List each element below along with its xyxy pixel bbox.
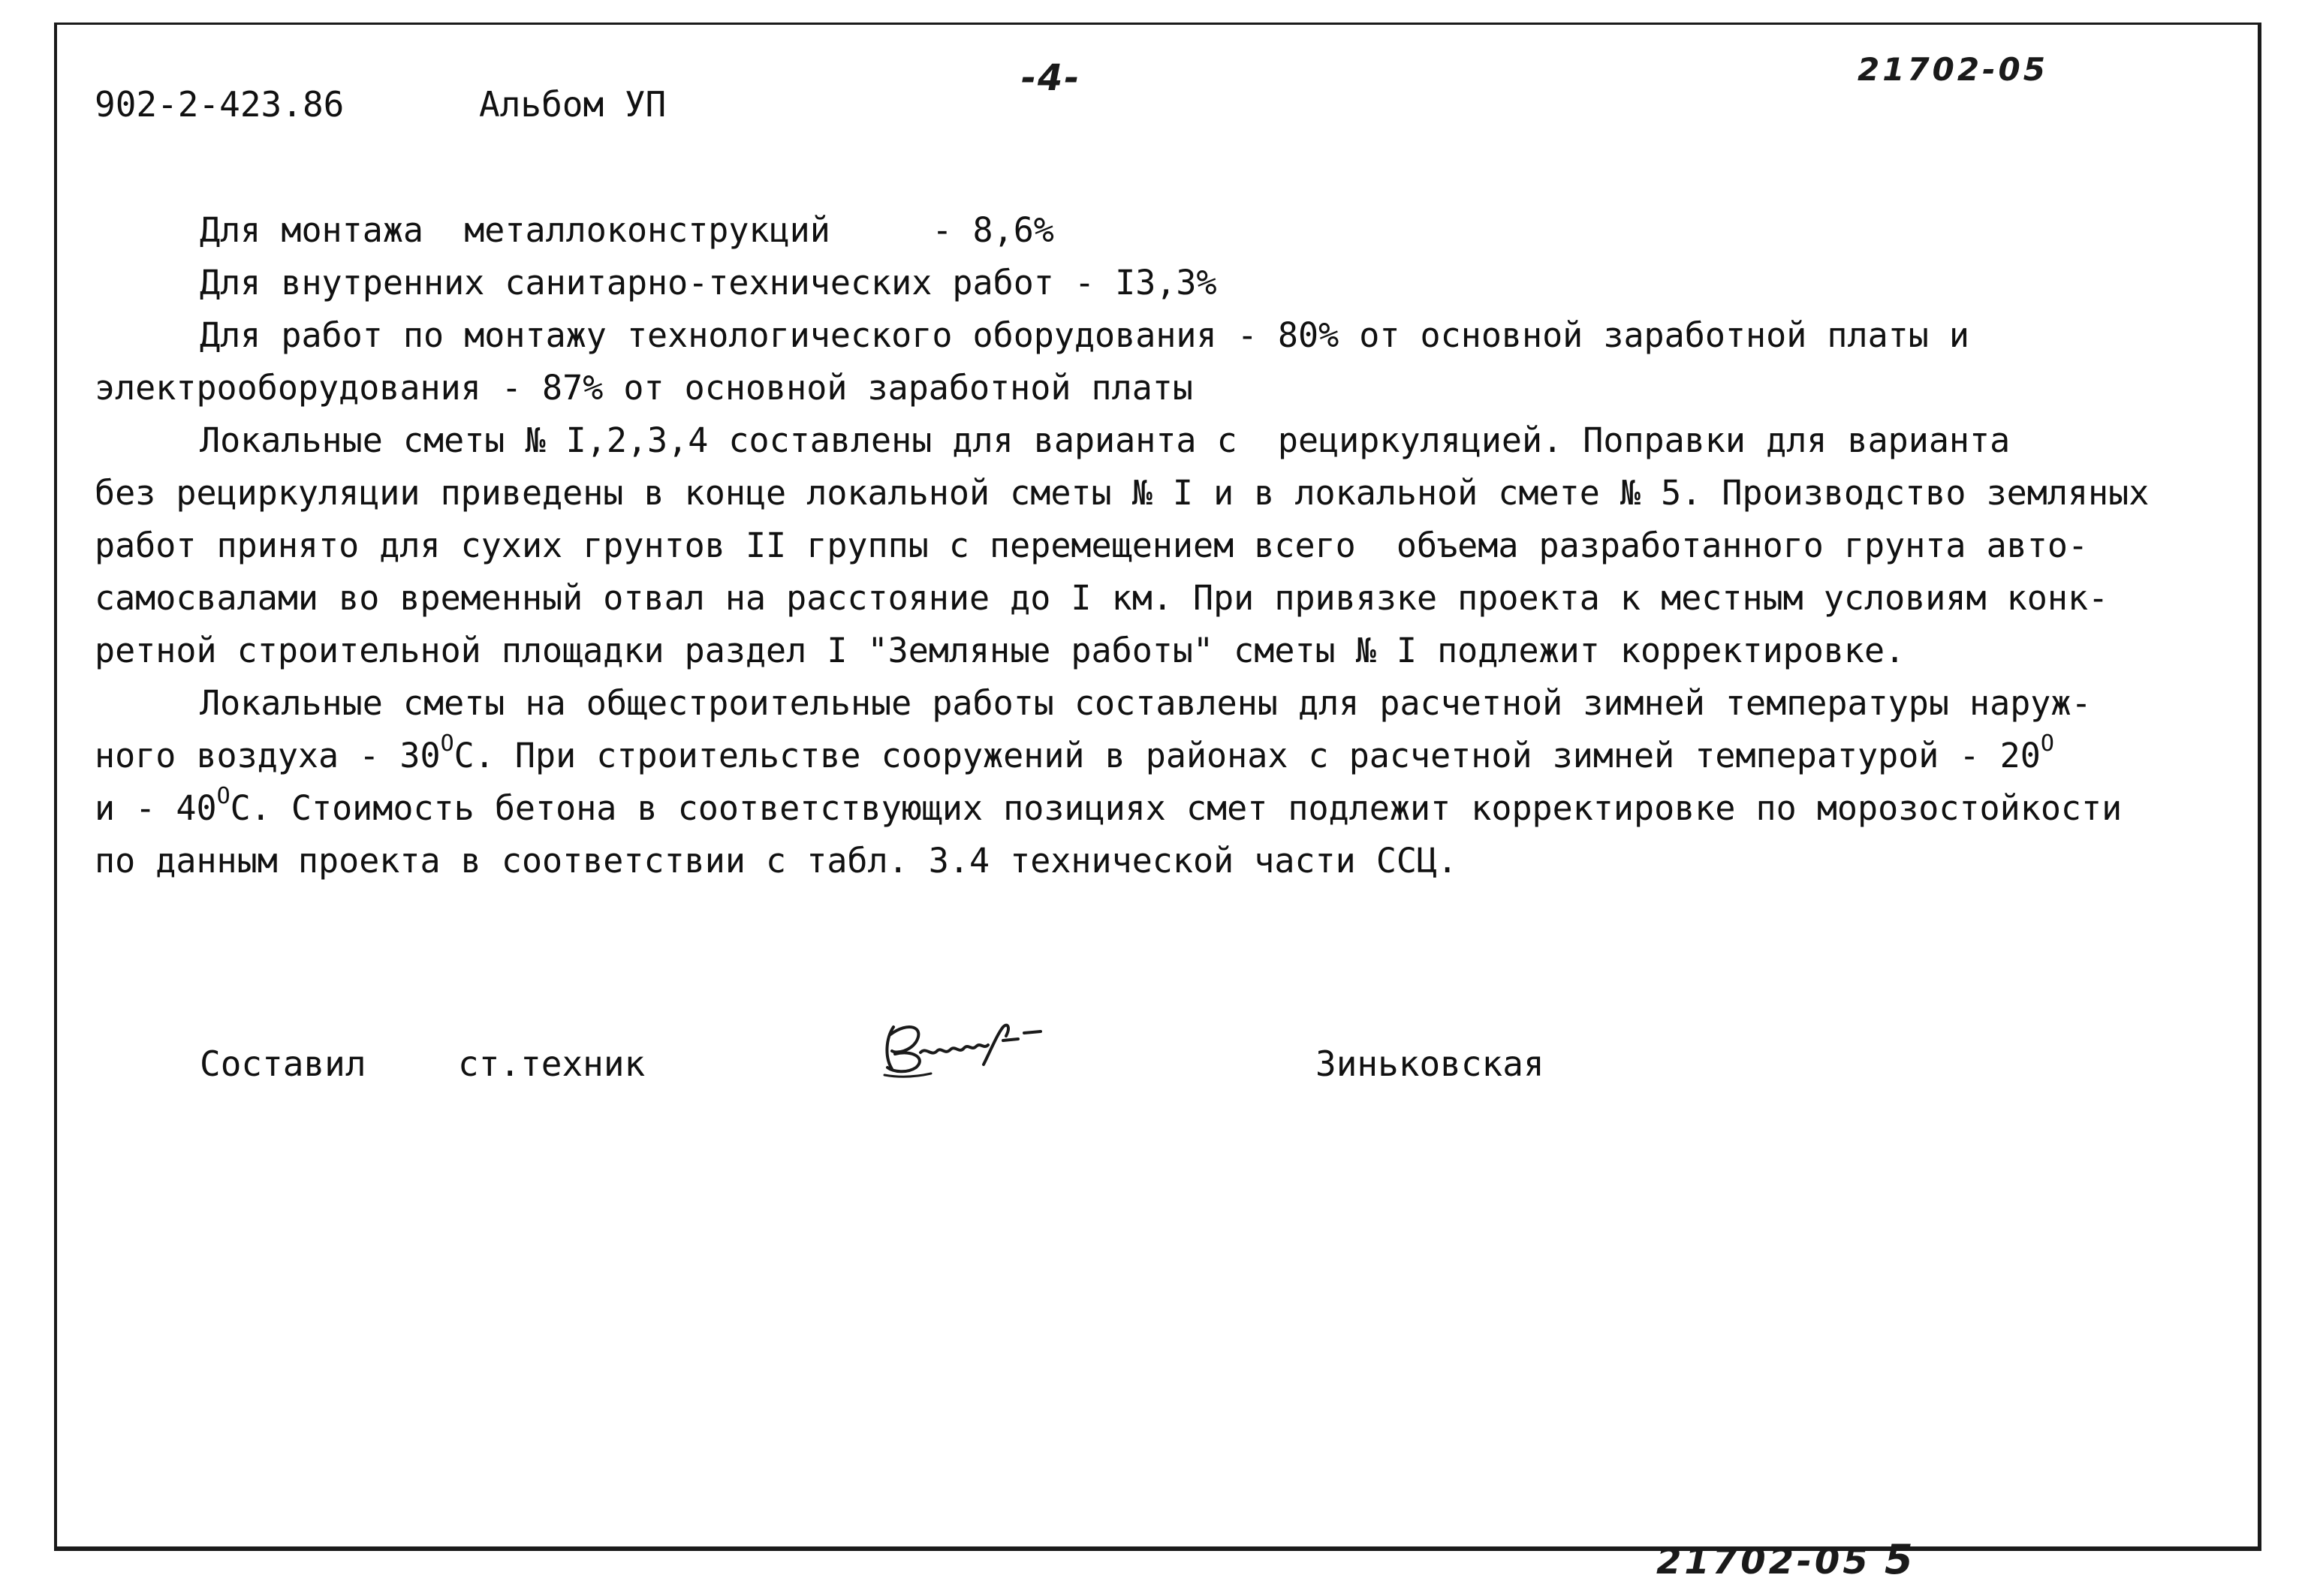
- body-line-7: работ принято для сухих грунтов II группы с перемещением всего объема разработанного грунта авто-: [95, 525, 2089, 565]
- album-label: Альбом УП: [479, 84, 667, 125]
- signature-name: Зиньковская: [1315, 1043, 1544, 1084]
- body-line-9: ретной строительной площадки раздел I "Земляные работы" сметы № I подлежит корректировке.: [95, 631, 1906, 670]
- body-line-1: Для монтажа металлоконструкций - 8,6%: [200, 210, 1054, 250]
- degree-superscript: О: [440, 730, 454, 757]
- degree-superscript: О: [2040, 730, 2054, 757]
- body-line-3: Для работ по монтажу технологического оборудования - 80% от основной заработной платы и: [200, 315, 1970, 355]
- body-line-5: Локальные сметы № I,2,3,4 составлены для варианта с рециркуляцией. Поправки для варианта: [200, 420, 2011, 460]
- handwritten-signature: [871, 1004, 1074, 1087]
- body-line-8: самосвалами во временный отвал на расстояние до I км. При привязке проекта к местным условиям конк-: [95, 578, 2109, 618]
- body-line-6: без рециркуляции приведены в конце локальной сметы № I и в локальной смете № 5. Производство земляных: [95, 473, 2150, 513]
- page-number: -4-: [1021, 57, 1081, 99]
- registration-number-bottom: 21702-05: [1656, 1540, 1871, 1582]
- signature-role: Составил: [200, 1043, 366, 1084]
- body-line-2: Для внутренних санитарно-технических работ - I3,3%: [200, 263, 1217, 303]
- registration-number-top: 21702-05: [1858, 51, 2048, 88]
- body-line-11-part-a: ного воздуха - 30: [95, 736, 441, 775]
- degree-superscript: О: [216, 783, 230, 809]
- body-line-12-part-a: и - 40: [95, 788, 217, 828]
- body-line-4: электрооборудования - 87% от основной заработной платы: [95, 368, 1193, 408]
- body-line-10: Локальные сметы на общестроительные работы составлены для расчетной зимней температуры наруж-: [200, 683, 2092, 723]
- document-body: [95, 204, 2257, 887]
- body-line-11-part-b: С. При строительстве сооружений в районах с расчетной зимней температурой - 20: [453, 736, 2041, 775]
- signature-position: ст.техник: [458, 1043, 646, 1084]
- body-line-13: по данным проекта в соответствии с табл. 3.4 технической части ССЦ.: [95, 841, 1458, 881]
- body-line-12: [95, 782, 2257, 835]
- body-line-12-part-b: С. Стоимость бетона в соответствующих позициях смет подлежит корректировке по морозостойкости: [230, 788, 2123, 828]
- document-code: 902-2-423.86: [95, 84, 345, 125]
- body-line-11: [95, 730, 2257, 782]
- sheet-number: 5: [1885, 1536, 1916, 1583]
